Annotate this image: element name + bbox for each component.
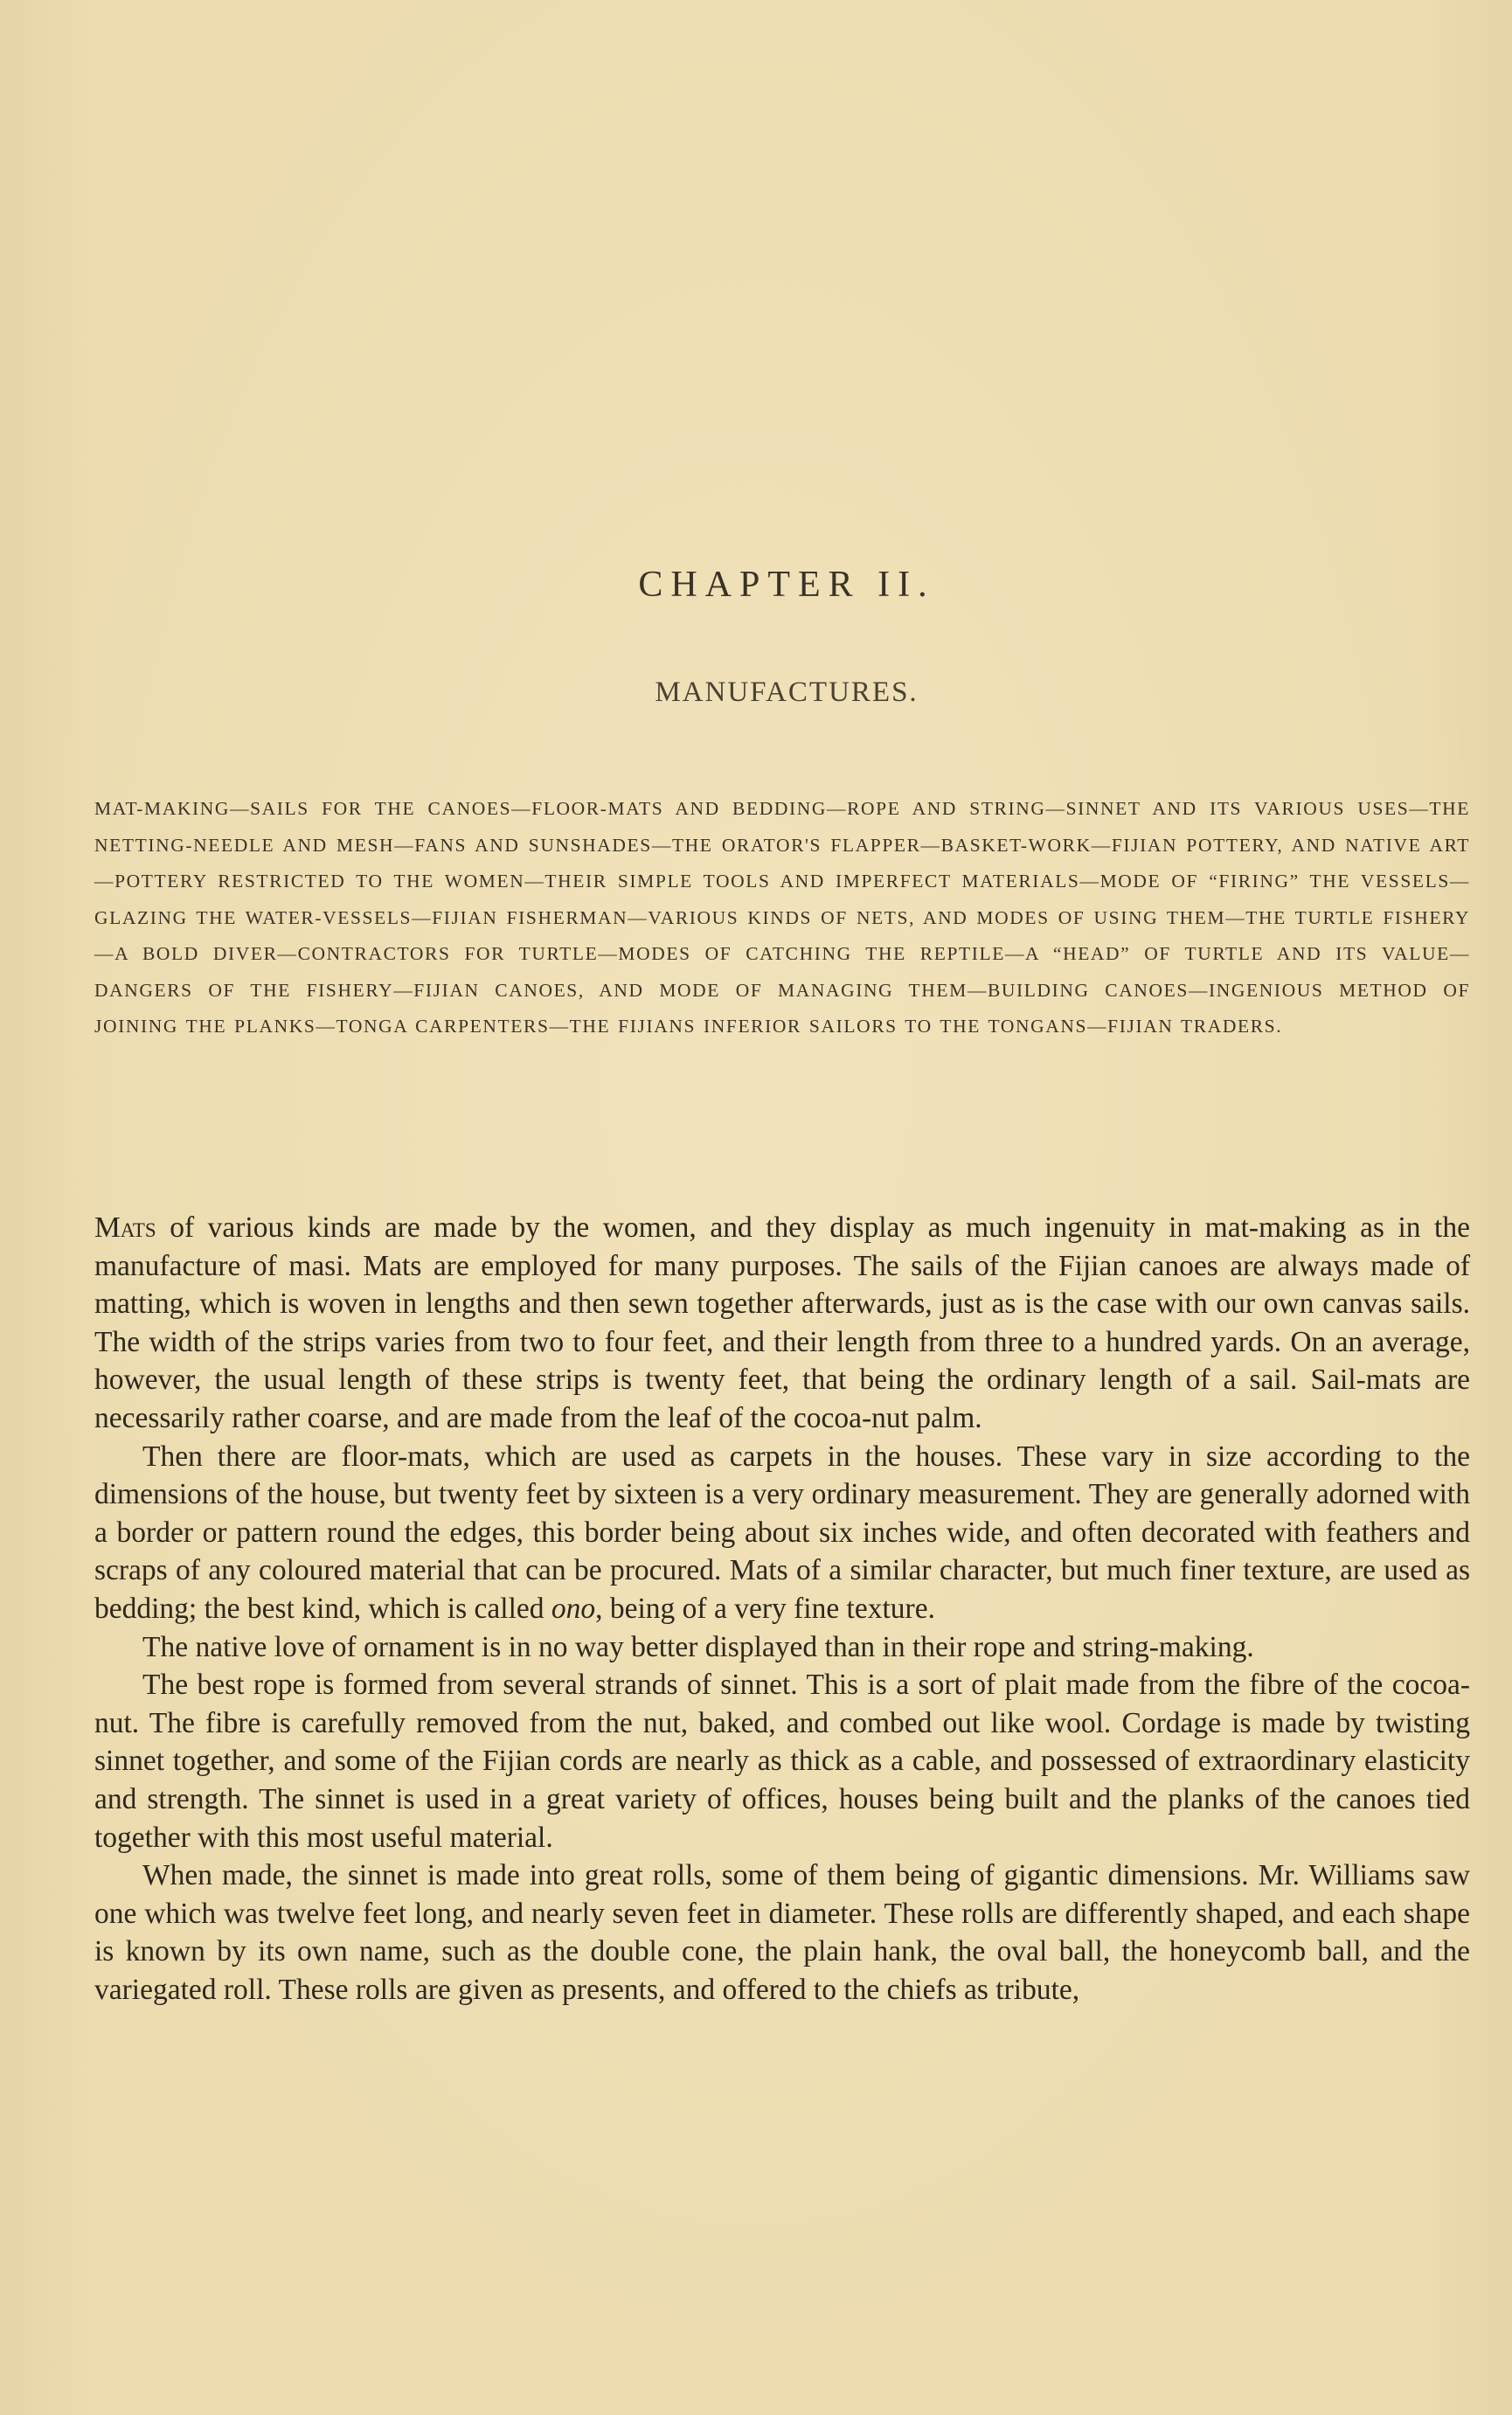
chapter-subtitle: MANUFACTURES. (655, 677, 919, 708)
chapter-title: CHAPTER II. (638, 565, 935, 605)
paragraph: When made, the sinnet is made into great rolls, some of them being of gigantic dimensions. Mr. Williams saw one which was twelve feet long, and nearly seven feet in diameter. These rolls are differently shaped, and each shape is known by its own name, such as the double cone, the plain hank, the oval ball, the honeycomb ball, and the variegated roll. These rolls are given as presents, and offered to the chiefs as tribute, (94, 1859, 1470, 2006)
paragraph (94, 1209, 1470, 1438)
paragraph: The native love of ornament is in no way better displayed than in their rope and string-making. (142, 1630, 1254, 1663)
body-text (94, 1209, 1470, 2009)
italic-term: ono (551, 1592, 596, 1625)
paragraph-text: , being of a very fine texture. (595, 1592, 935, 1625)
paragraph: The best rope is formed from several strands of sinnet. This is a sort of plait made from the fibre of the cocoa-nut. The fibre is carefully removed from the nut, baked, and combed out like wool. Cordage is made by twisting sinnet together, and some of the Fijian cords are nearly as thick as a cable, and possessed of extraordinary elasticity and strength. The sinnet is used in a great variety of offices, houses being built and the planks of the canoes tied together with this most useful material. (94, 1669, 1470, 1854)
drop-word: Mats (94, 1211, 156, 1244)
paragraph-text: of various kinds are made by the women, and they display as much ingenuity in mat-making as in the manufacture of masi. Mats are employed for many purposes. The sails of the Fijian canoes are always made of matting, which is woven in lengths and then sewn together afterwards, just as is the case with our own canvas sails. The width of the strips varies from two to four feet, and their length from three to a hundred yards. On an average, however, the usual length of these strips is twenty feet, that being the ordinary length of a sail. Sail-mats are necessarily rather coarse, and are made from the leaf of the cocoa-nut palm. (94, 1211, 1470, 1434)
paragraph (94, 1438, 1470, 1628)
paragraph-text: Then there are floor-mats, which are used as carpets in the houses. These vary in size according to the dimensions of the house, but twenty feet by sixteen is a very ordinary measurement. They are generally adorned with a border or pattern round the edges, this border being about six inches wide, and often decorated with feathers and scraps of any coloured material that can be procured. Mats of a similar character, but much finer texture, are used as bedding; the best kind, which is called (94, 1440, 1470, 1625)
chapter-synopsis: MAT-MAKING—SAILS FOR THE CANOES—FLOOR-MATS AND BEDDING—ROPE AND STRING—SINNET AND ITS VARIOUS USES—THE NETTING-NEEDLE AND MESH—FANS AND SUNSHADES—THE ORATOR'S FLAPPER—BASKET-WORK—FIJIAN POTTERY, AND NATIVE ART—POTTERY RESTRICTED TO THE WOMEN—THEIR SIMPLE TOOLS AND IMPERFECT MATERIALS—MODE OF “FIRING” THE VESSELS—GLAZING THE WATER-VESSELS—FIJIAN FISHERMAN—VARIOUS KINDS OF NETS, AND MODES OF USING THEM—THE TURTLE FISHERY—A BOLD DIVER—CONTRACTORS FOR TURTLE—MODES OF CATCHING THE REPTILE—A “HEAD” OF TURTLE AND ITS VALUE—DANGERS OF THE FISHERY—FIJIAN CANOES, AND MODE OF MANAGING THEM—BUILDING CANOES—INGENIOUS METHOD OF JOINING THE PLANKS—TONGA CARPENTERS—THE FIJIANS INFERIOR SAILORS TO THE TONGANS—FIJIAN TRADERS. (94, 798, 1470, 1037)
